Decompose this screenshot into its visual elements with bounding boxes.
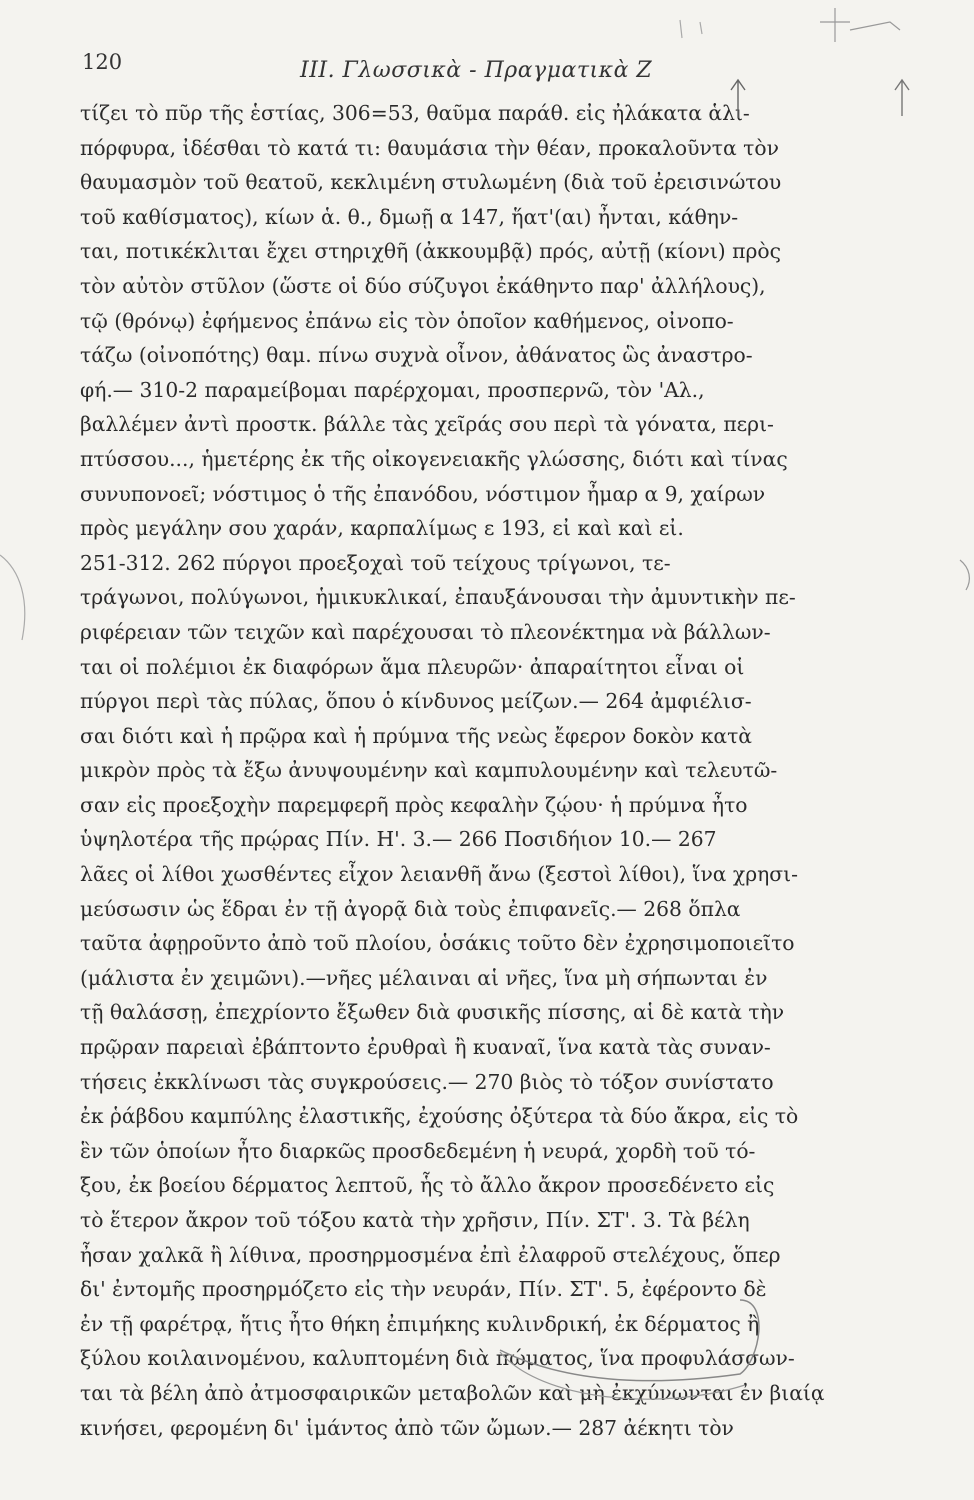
text-line: συνυπονοεῖ; νόστιμος ὁ τῆς ἐπανόδου, νόστιμον ἦμαρ α 9, χαίρων <box>80 481 766 506</box>
pencil-arrow-mark <box>895 80 909 116</box>
text-line: σαι διότι καὶ ἡ πρῷρα καὶ ἡ πρύμνα τῆς νεὼς ἔφερον δοκὸν κατὰ <box>80 723 752 748</box>
text-line: (μάλιστα ἐν χειμῶνι).—νῆες μέλαιναι αἱ νῆες, ἵνα μὴ σήπωνται ἐν <box>80 965 768 990</box>
text-line: τήσεις ἐκκλίνωσι τὰς συγκρούσεις.— 270 βιὸς τὸ τόξον συνίστατο <box>80 1069 774 1094</box>
text-line: τὸ ἕτερον ἄκρον τοῦ τόξου κατὰ τὴν χρῆσιν, Πίν. ΣΤ'. 3. Τὰ βέλη <box>80 1208 750 1232</box>
text-line: φή.— 310-2 παραμείβομαι παρέρχομαι, προσπερνῶ, τὸν 'Αλ., <box>80 377 705 402</box>
text-line: ται οἱ πολέμιοι ἐκ διαφόρων ἅμα πλευρῶν· ἀπαραίτητοι εἶναι οἱ <box>80 654 745 679</box>
pencil-scribble-mark <box>960 560 969 590</box>
text-line: τάζω (οἰνοπότης) θαμ. πίνω συχνὰ οἶνον, ἀθάνατος ὣς ἀναστρο- <box>80 343 753 368</box>
text-line: ται τὰ βέλη ἀπὸ ἀτμοσφαιρικῶν μεταβολῶν καὶ μὴ ἐκχύνωνται ἐν βιαίᾳ <box>80 1380 825 1405</box>
text-line: βαλλέμεν ἀντὶ προστκ. βάλλε τὰς χεῖράς σου περὶ τὰ γόνατα, περι- <box>80 412 774 437</box>
text-line: τράγωνοι, πολύγωνοι, ἡμικυκλικαί, ἐπαυξάνουσαι τὴν ἀμυντικὴν πε- <box>80 585 796 610</box>
text-line: ριφέρειαν τῶν τειχῶν καὶ παρέχουσαι τὸ πλεονέκτημα νὰ βάλλων- <box>80 619 771 644</box>
text-line: λᾶες οἱ λίθοι χωσθέντες εἶχον λειανθῆ ἄνω (ξεστοὶ λίθοι), ἵνα χρησι- <box>80 862 798 887</box>
text-line: πόρφυρα, ἰδέσθαι τὸ κατά τι: θαυμάσια τὴν θέαν, προκαλοῦντα τὸν <box>80 135 779 160</box>
text-line: τίζει τὸ πῦρ τῆς ἑστίας, 306=53, θαῦμα παράθ. εἰς ἠλάκατα ἁλι- <box>80 101 750 125</box>
text-line: μικρὸν πρὸς τὰ ἔξω ἀνυψουμένην καὶ καμπυλουμένην καὶ τελευτῶ- <box>80 758 778 783</box>
text-line: σαν εἰς προεξοχὴν παρεμφερῆ πρὸς κεφαλὴν ζῴου· ἡ πρύμνα ἦτο <box>80 792 748 817</box>
text-line: πρὸς μεγάλην σου χαράν, καρπαλίμως ε 193, εἰ καὶ καὶ εἰ. <box>80 516 684 541</box>
page-number: 120 <box>82 50 123 74</box>
commentary-body <box>80 96 842 1445</box>
text-line: ἦσαν χαλκᾶ ἢ λίθινα, προσηρμοσμένα ἐπὶ ἐλαφροῦ στελέχους, ὅπερ <box>80 1242 781 1267</box>
text-line: ται, ποτικέκλιται ἔχει στηριχθῆ (ἀκκουμβᾷ) πρός, αὐτῇ (κίονι) πρὸς <box>80 239 781 264</box>
running-head: III. Γλωσσικὰ - Πραγματικὰ Ζ <box>300 58 653 83</box>
pencil-scribble-mark <box>820 8 900 42</box>
text-line: τῷ (θρόνῳ) ἐφήμενος ἐπάνω εἰς τὸν ὁποῖον καθήμενος, οἰνοπο- <box>80 308 734 333</box>
text-line: ξου, ἐκ βοείου δέρματος λεπτοῦ, ἧς τὸ ἄλλο ἄκρον προσεδένετο εἰς <box>80 1173 775 1198</box>
text-line: ἐν τῇ φαρέτρᾳ, ἥτις ἦτο θήκη ἐπιμήκης κυλινδρική, ἐκ δέρματος ἢ <box>80 1311 760 1336</box>
pencil-scribble-mark <box>680 20 702 38</box>
text-line: μεύσωσιν ὡς ἕδραι ἐν τῇ ἀγορᾷ διὰ τοὺς ἐπιφανεῖς.— 268 ὅπλα <box>80 896 741 921</box>
text-line: πρῷραν παρειαὶ ἐβάπτοντο ἐρυθραὶ ἢ κυαναῖ, ἵνα κατὰ τὰς συναν- <box>80 1035 771 1060</box>
text-line: ξύλου κοιλαινομένου, καλυπτομένη διὰ πώματος, ἵνα προφυλάσσων- <box>80 1346 795 1371</box>
text-line: ὑψηλοτέρα τῆς πρῴρας Πίν. Η'. 3.— 266 Ποσιδήιον 10.— 267 <box>80 827 717 852</box>
text-line: δι' ἐντομῆς προσηρμόζετο εἰς τὴν νευράν, Πίν. ΣΤ'. 5, ἐφέροντο δὲ <box>80 1277 767 1302</box>
text-line: ἐκ ῥάβδου καμπύλης ἐλαστικῆς, ἐχούσης ὀξύτερα τὰ δύο ἄκρα, εἰς τὸ <box>80 1104 799 1129</box>
text-line: τὸν αὐτὸν στῦλον (ὥστε οἱ δύο σύζυγοι ἐκάθηντο παρ' ἀλλήλους), <box>80 273 766 298</box>
pencil-scribble-mark <box>0 555 25 640</box>
text-line: τῇ θαλάσσῃ, ἐπεχρίοντο ἔξωθεν διὰ φυσικῆς πίσσης, αἱ δὲ κατὰ τὴν <box>80 1000 785 1025</box>
text-line: ἓν τῶν ὁποίων ἦτο διαρκῶς προσδεδεμένη ἡ νευρά, χορδὴ τοῦ τό- <box>80 1138 756 1163</box>
text-line: πτύσσου..., ἡμετέρης ἐκ τῆς οἰκογενειακῆς γλώσσης, διότι καὶ τίνας <box>80 446 788 471</box>
text-line: θαυμασμὸν τοῦ θεατοῦ, κεκλιμένη στυλωμένη (διὰ τοῦ ἐρεισινώτου <box>80 170 782 195</box>
text-line: πύργοι περὶ τὰς πύλας, ὅπου ὁ κίνδυνος μείζων.— 264 ἀμφιέλισ- <box>80 689 752 714</box>
text-line: 251-312. 262 πύργοι προεξοχαὶ τοῦ τείχους τρίγωνοι, τε- <box>80 550 671 575</box>
text-line: ταῦτα ἀφῃροῦντο ἀπὸ τοῦ πλοίου, ὁσάκις τοῦτο δὲν ἐχρησιμοποιεῖτο <box>80 931 795 956</box>
text-line: τοῦ καθίσματος), κίων ἁ. θ., δμωῇ α 147, ἥατ'(αι) ἦνται, κάθην- <box>80 204 739 229</box>
text-line: κινήσει, φερομένη δι' ἱμάντος ἀπὸ τῶν ὤμων.— 287 ἀέκητι τὸν <box>80 1415 734 1440</box>
